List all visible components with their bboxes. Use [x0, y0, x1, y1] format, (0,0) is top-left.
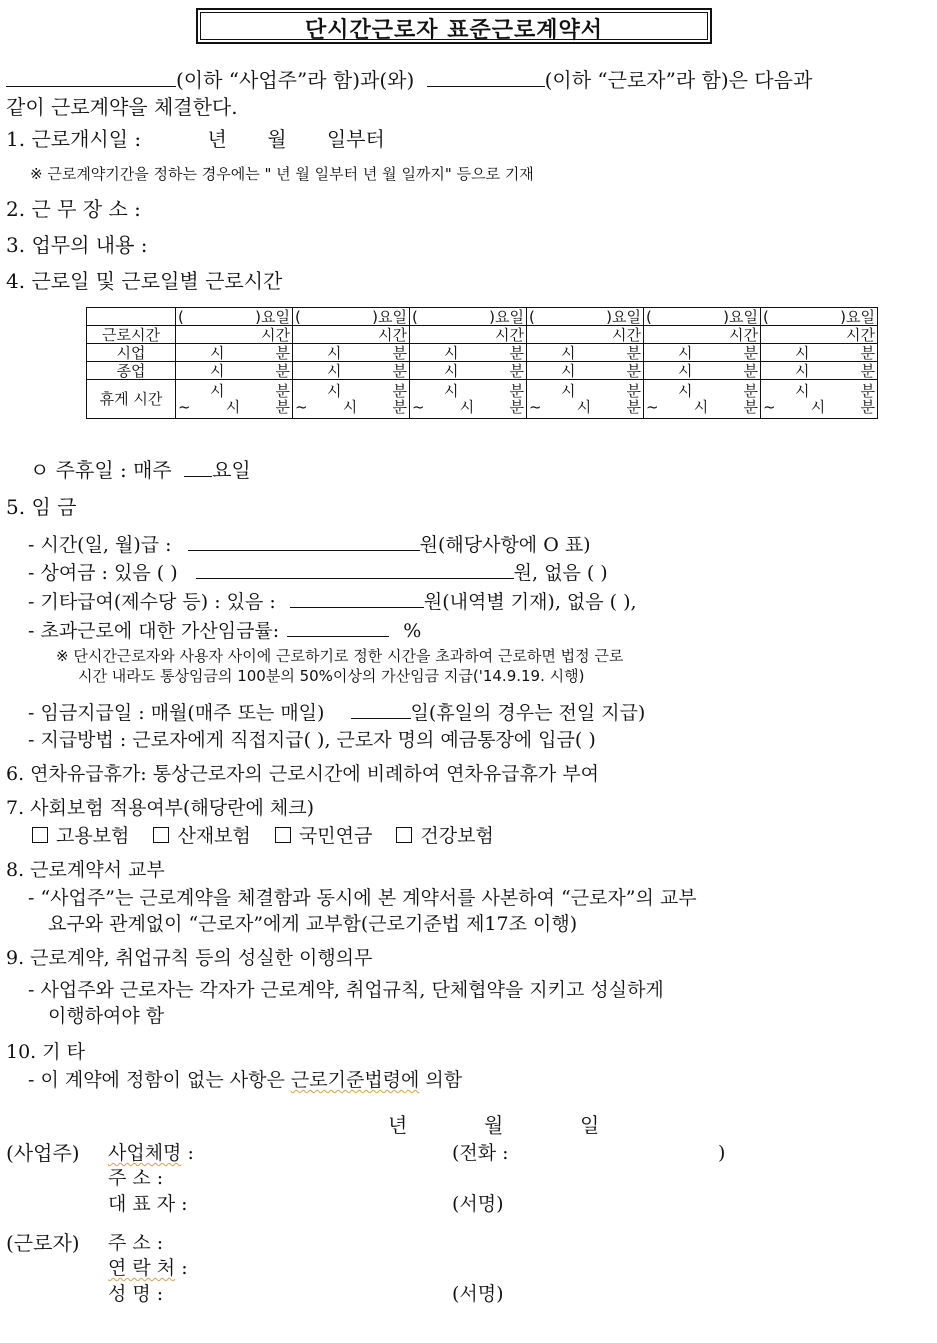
start-time-cell[interactable]: 시 분	[644, 344, 761, 362]
checkbox-icon[interactable]	[153, 827, 169, 843]
row-label-end: 종업	[87, 362, 176, 380]
checkbox-icon[interactable]	[32, 827, 48, 843]
end-time-cell[interactable]: 시 분	[293, 362, 410, 380]
section-3: 3. 업무의 내용 :	[6, 233, 148, 257]
table-row-end	[87, 362, 878, 380]
section-5: 5. 임 금	[6, 495, 77, 519]
start-time-cell[interactable]: 시 분	[176, 344, 293, 362]
hours-cell[interactable]: 시간	[644, 326, 761, 344]
section-10-line-1: - 이 계약에 정함이 없는 사항은 근로기준법령에 의함	[28, 1069, 463, 1091]
worker-contact[interactable]: 연 락 처 :	[108, 1257, 188, 1279]
table-row-start	[87, 344, 878, 362]
section-8-line-1: - “사업주”는 근로계약을 체결함과 동시에 본 계약서를 사본하여 “근로자”의 교부	[28, 887, 697, 909]
section-1-note: ※ 근로계약기간을 정하는 경우에는 " 년 월 일부터 년 월 일까지" 등으로 기재	[30, 165, 534, 183]
insurance-employment-option[interactable]: 고용보험	[32, 824, 129, 848]
employer-tag: (사업주)	[6, 1141, 80, 1165]
start-time-cell[interactable]: 시 분	[527, 344, 644, 362]
worker-tag: (근로자)	[6, 1231, 80, 1255]
worker-signature[interactable]: (서명)	[452, 1283, 504, 1305]
date-year: 년	[388, 1113, 408, 1137]
hours-cell[interactable]: 시간	[410, 326, 527, 344]
date-month: 월	[484, 1113, 504, 1137]
insurance-health-option[interactable]: 건강보험	[396, 824, 493, 848]
start-time-cell[interactable]: 시 분	[293, 344, 410, 362]
weekly-holiday-blank[interactable]	[184, 456, 212, 477]
section-6: 6. 연차유급휴가: 통상근로자의 근로시간에 비례하여 연차유급휴가 부여	[6, 763, 600, 785]
title-frame	[196, 8, 712, 44]
employer-phone-close: )	[718, 1142, 726, 1164]
end-time-cell[interactable]: 시 분	[644, 362, 761, 380]
bonus-blank[interactable]	[196, 558, 514, 579]
other-pay-blank[interactable]	[290, 587, 424, 608]
checkbox-icon[interactable]	[396, 827, 412, 843]
hourly-wage-blank[interactable]	[188, 530, 420, 551]
wage-method: - 지급방법 : 근로자에게 직접지급( ), 근로자 명의 예금통장에 입금( )	[28, 729, 596, 751]
wage-bonus: - 상여금 : 있음 ( ) 원, 없음 ( )	[28, 558, 608, 585]
end-time-cell[interactable]: 시 분	[410, 362, 527, 380]
day-cell[interactable]: ( )요일	[761, 308, 878, 326]
employer-address[interactable]: 주 소 :	[108, 1167, 164, 1189]
table-corner	[87, 308, 176, 326]
row-label-start: 시업	[87, 344, 176, 362]
wage-overtime: - 초과근로에 대한 가산임금률: %	[28, 616, 421, 643]
rest-time-cell[interactable]: 시 분 ~ 시 분	[761, 380, 878, 419]
insurance-industrial-option[interactable]: 산재보험	[153, 824, 250, 848]
wage-other: - 기타급여(제수당 등) : 있음 : 원(내역별 기재), 없음 ( ),	[28, 587, 637, 614]
table-row-days	[87, 308, 878, 326]
day-cell[interactable]: ( )요일	[644, 308, 761, 326]
wage-hourly: - 시간(일, 월)급 : 원(해당사항에 O 표)	[28, 530, 591, 557]
overtime-rate-blank[interactable]	[287, 616, 389, 637]
rest-time-cell[interactable]: 시 분 ~ 시 분	[293, 380, 410, 419]
work-schedule-table	[86, 307, 878, 419]
hours-cell[interactable]: 시간	[176, 326, 293, 344]
hours-cell[interactable]: 시간	[527, 326, 644, 344]
section-1: 1. 근로개시일 : 년 월 일부터	[6, 127, 385, 151]
end-time-cell[interactable]: 시 분	[527, 362, 644, 380]
overtime-note-2: 시간 내라도 통상임금의 100분의 50%이상의 가산임금 지급('14.9.19. 시행)	[78, 667, 585, 685]
hours-cell[interactable]: 시간	[293, 326, 410, 344]
section-8-line-2: 요구와 관계없이 “근로자”에게 교부함(근로기준법 제17조 이행)	[48, 913, 578, 935]
end-time-cell[interactable]: 시 분	[761, 362, 878, 380]
weekly-holiday: ㅇ 주휴일 : 매주 요일	[30, 458, 251, 482]
worker-name-blank[interactable]	[427, 66, 545, 87]
start-time-cell[interactable]: 시 분	[761, 344, 878, 362]
employer-signature[interactable]: (서명)	[452, 1193, 504, 1215]
section-4: 4. 근로일 및 근로일별 근로시간	[6, 269, 283, 293]
section-9: 9. 근로계약, 취업규칙 등의 성실한 이행의무	[6, 947, 373, 969]
rest-time-cell[interactable]: 시 분 ~ 시 분	[644, 380, 761, 419]
employer-company[interactable]: 사업체명 :	[108, 1142, 194, 1164]
day-cell[interactable]: ( )요일	[527, 308, 644, 326]
section-9-line-2: 이행하여야 함	[48, 1005, 165, 1027]
insurance-options	[32, 824, 512, 848]
day-cell[interactable]: ( )요일	[410, 308, 527, 326]
document-title: 단시간근로자 표준근로계약서	[305, 18, 603, 43]
overtime-note-1: ※ 단시간근로자와 사용자 사이에 근로하기로 정한 시간을 초과하여 근로하면 법정 근로	[56, 647, 624, 665]
employer-name-blank[interactable]	[6, 66, 176, 87]
employer-phone[interactable]: (전화 :	[452, 1142, 509, 1164]
end-time-cell[interactable]: 시 분	[176, 362, 293, 380]
employer-representative[interactable]: 대 표 자 :	[108, 1193, 188, 1215]
intro-line-2: 같이 근로계약을 체결한다.	[6, 95, 238, 119]
worker-address[interactable]: 주 소 :	[108, 1232, 164, 1254]
day-cell[interactable]: ( )요일	[293, 308, 410, 326]
section-2: 2. 근 무 장 소 :	[6, 197, 141, 221]
wage-payday: - 임금지급일 : 매월(매주 또는 매일) 일(휴일의 경우는 전일 지급)	[28, 698, 645, 725]
start-time-cell[interactable]: 시 분	[410, 344, 527, 362]
intro-line-1: (이하 “사업주”라 함)과(와) (이하 “근로자”라 함)은 다음과	[6, 66, 812, 93]
section-7: 7. 사회보험 적용여부(해당란에 체크)	[6, 797, 315, 819]
section-10: 10. 기 타	[6, 1041, 86, 1063]
day-cell[interactable]: ( )요일	[176, 308, 293, 326]
rest-time-cell[interactable]: 시 분 ~ 시 분	[410, 380, 527, 419]
rest-time-cell[interactable]: 시 분 ~ 시 분	[527, 380, 644, 419]
worker-name[interactable]: 성 명 :	[108, 1283, 164, 1305]
section-8: 8. 근로계약서 교부	[6, 859, 165, 881]
insurance-pension-option[interactable]: 국민연금	[275, 824, 372, 848]
table-row-rest	[87, 380, 878, 419]
checkbox-icon[interactable]	[275, 827, 291, 843]
table-row-hours	[87, 326, 878, 344]
date-day: 일	[580, 1113, 600, 1137]
hours-cell[interactable]: 시간	[761, 326, 878, 344]
section-9-line-1: - 사업주와 근로자는 각자가 근로계약, 취업규칙, 단체협약을 지키고 성실하게	[28, 979, 664, 1001]
row-label-hours: 근로시간	[87, 326, 176, 344]
payday-blank[interactable]	[351, 698, 411, 719]
rest-time-cell[interactable]: 시 분 ~ 시 분	[176, 380, 293, 419]
row-label-rest: 휴게 시간	[87, 380, 176, 419]
